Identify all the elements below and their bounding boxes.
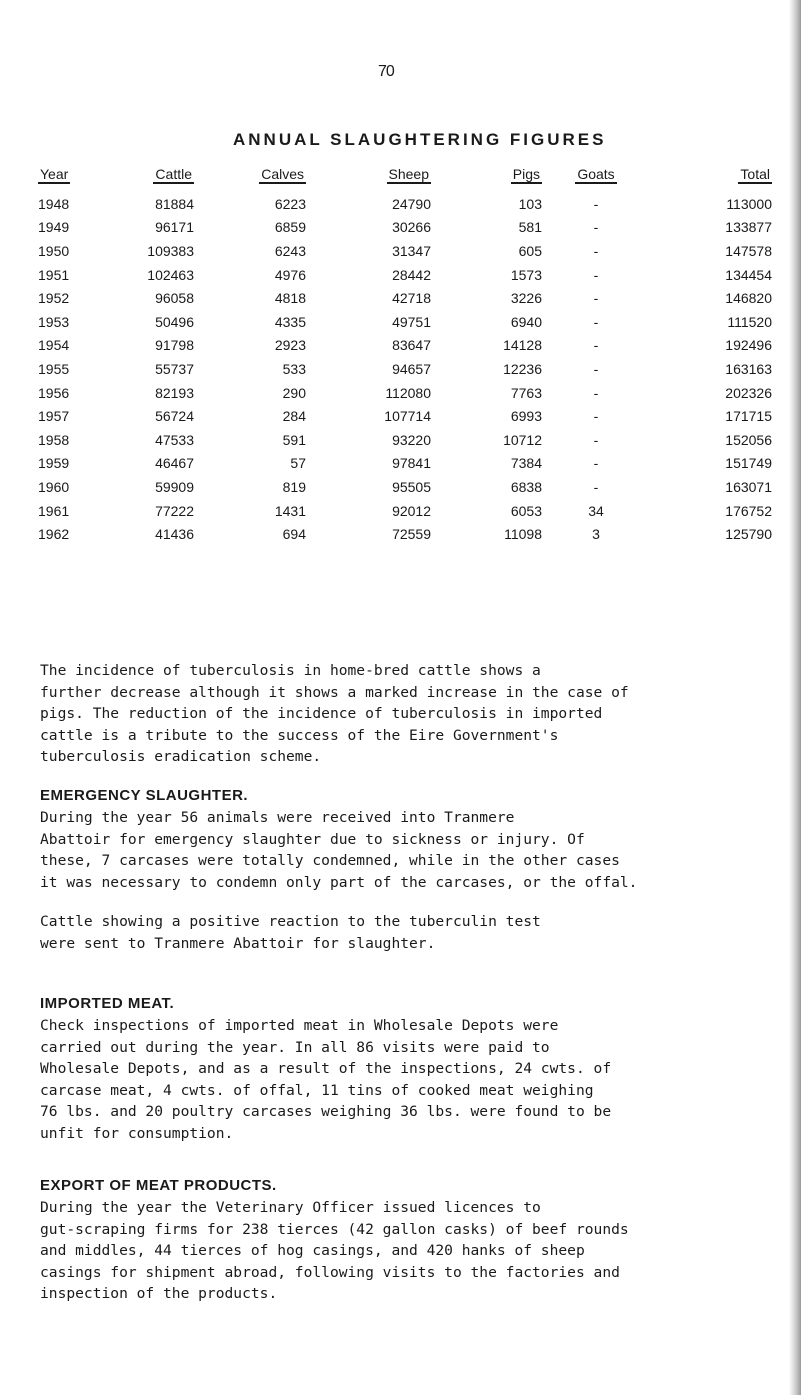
cell-year: 1954 [38,337,70,354]
cell-goats: - [593,431,599,448]
table-title: ANNUAL SLAUGHTERING FIGURES [233,130,607,149]
cell-calves: 4818 [274,290,306,307]
cell-calves: 1431 [274,502,306,519]
cell-total: 134454 [725,266,772,283]
cell-year: 1950 [38,242,70,259]
cell-year: 1953 [38,313,70,330]
cell-sheep: 83647 [392,337,431,354]
cell-year: 1948 [38,195,70,212]
cell-goats: - [593,195,599,212]
cell-pigs: 7763 [510,384,542,401]
text-line: cattle is a tribute to the success of the Eire Government's [40,726,559,744]
cell-pigs: 6940 [510,313,542,330]
cell-total: 163071 [725,478,772,495]
cell-goats: - [593,455,599,472]
cell-total: 171715 [725,408,772,425]
cell-total: 113000 [726,195,772,212]
cell-goats: - [593,408,599,425]
table-row [38,334,772,358]
cell-cattle: 82193 [155,384,194,401]
header-year: Year [40,166,69,182]
paragraph-imported [40,1015,792,1144]
cell-sheep: 28442 [392,266,431,283]
cell-year: 1959 [38,455,70,472]
table-row [38,310,772,334]
cell-pigs: 1573 [510,266,542,283]
text-line: unfit for consumption. [40,1124,234,1142]
cell-sheep: 112080 [385,384,431,401]
header-sheep: Sheep [388,166,429,182]
cell-cattle: 96171 [155,219,194,236]
text-line: tuberculosis eradication scheme. [40,748,322,765]
header-pigs: Pigs [512,166,540,182]
cell-total: 111520 [727,313,772,330]
table-row [38,286,772,310]
cell-total: 202326 [725,384,772,401]
cell-goats: 3 [592,526,600,543]
cell-pigs: 7384 [510,455,542,472]
cell-sheep: 72559 [392,526,431,543]
cell-calves: 4976 [274,266,306,283]
cell-total: 163163 [725,360,772,377]
table-row [38,499,772,523]
cell-pigs: 103 [518,195,542,212]
cell-calves: 284 [282,408,306,425]
cell-goats: - [593,384,599,401]
text-line: these, 7 carcases were totally condemned, while in the other cases [40,852,620,869]
cell-goats: 34 [588,502,604,519]
cell-sheep: 107714 [384,408,431,425]
table-row [38,452,772,476]
cell-cattle: 77222 [155,502,194,519]
cell-year: 1952 [38,290,70,307]
text-line: further decrease although it shows a marked increase in the case of [40,683,629,701]
text-line: Abattoir for emergency slaughter due to sickness or injury. Of [40,830,585,848]
cell-total: 147578 [725,242,772,259]
cell-goats: - [593,360,599,377]
page-number: 70 [378,63,394,80]
cell-goats: - [593,219,599,236]
table-header-row [38,166,772,192]
cell-goats: - [593,313,599,330]
table-row [38,192,772,216]
cell-calves: 57 [290,455,306,472]
paragraph-export [40,1197,792,1305]
cell-pigs: 10712 [503,431,542,448]
table-row [38,263,772,287]
header-total: Total [740,166,770,182]
cell-pigs: 3226 [510,290,542,307]
cell-year: 1956 [38,384,70,401]
cell-cattle: 55737 [155,360,194,377]
cell-total: 146820 [725,290,772,307]
cell-sheep: 24790 [392,195,431,212]
header-calves: Calves [261,166,304,182]
cell-sheep: 49751 [392,313,431,330]
cell-calves: 6223 [274,195,306,212]
table-row [38,404,772,428]
paragraph-emergency [40,807,792,893]
table-row [38,381,772,405]
cell-year: 1957 [38,408,70,425]
cell-pigs: 6053 [510,502,542,519]
header-cattle: Cattle [155,166,192,182]
cell-year: 1962 [38,526,70,543]
text-line: gut-scraping firms for 238 tierces (42 gallon casks) of beef rounds [40,1220,629,1238]
cell-pigs: 12236 [503,360,542,377]
cell-cattle: 50496 [155,313,194,330]
cell-cattle: 56724 [155,408,194,425]
cell-cattle: 96058 [155,290,194,307]
cell-total: 176752 [725,502,772,519]
cell-sheep: 97841 [392,455,431,472]
table-row [38,239,772,263]
cell-calves: 6859 [274,219,306,236]
cell-year: 1951 [38,266,70,283]
text-line: inspection of the products. [40,1285,278,1302]
cell-cattle: 46467 [155,455,194,472]
cell-calves: 6243 [274,242,306,259]
cell-year: 1955 [38,360,70,377]
heading-export: EXPORT OF MEAT PRODUCTS. [40,1177,277,1194]
cell-goats: - [593,290,599,307]
text-line: 76 lbs. and 20 poultry carcases weighing 36 lbs. were found to be [40,1103,612,1120]
table-body [38,192,772,546]
text-line: pigs. The reduction of the incidence of tuberculosis in imported [40,705,603,722]
cell-calves: 591 [282,431,306,448]
cell-total: 152056 [725,431,772,448]
cell-sheep: 95505 [392,478,431,495]
header-goats: Goats [577,166,615,182]
text-line: Wholesale Depots, and as a result of the inspections, 24 cwts. of [40,1060,612,1077]
cell-sheep: 31347 [392,242,431,259]
cell-total: 133877 [725,219,772,236]
cell-goats: - [593,266,599,283]
text-line: Cattle showing a positive reaction to the tuberculin test [40,913,541,930]
cell-cattle: 91798 [155,337,194,354]
cell-pigs: 6838 [510,478,542,495]
text-line: carried out during the year. In all 86 visits were paid to [40,1038,550,1056]
cell-sheep: 92012 [392,502,431,519]
text-line: it was necessary to condemn only part of the carcases, or the offal. [40,873,638,891]
cell-calves: 4335 [274,313,306,330]
cell-year: 1949 [38,219,70,236]
cell-calves: 533 [282,360,306,377]
paragraph-tuberculosis [40,660,792,768]
table-row [38,522,772,546]
text-line: carcase meat, 4 cwts. of offal, 11 tins of cooked meat weighing [40,1081,594,1099]
cell-cattle: 102463 [147,266,194,283]
cell-total: 125790 [725,526,772,543]
cell-pigs: 6993 [510,408,542,425]
text-line: During the year 56 animals were received into Tranmere [40,809,515,826]
cell-year: 1958 [38,431,70,448]
cell-sheep: 93220 [392,431,431,448]
cell-total: 192496 [725,337,772,354]
cell-pigs: 11098 [504,526,542,543]
cell-calves: 2923 [274,337,306,354]
cell-cattle: 59909 [155,478,194,495]
cell-year: 1961 [38,502,70,519]
heading-imported-meat: IMPORTED MEAT. [40,995,175,1012]
cell-cattle: 41436 [155,526,194,543]
table-row [38,216,772,240]
cell-calves: 290 [282,384,306,401]
text-line: The incidence of tuberculosis in home-bred cattle shows a [40,662,541,679]
cell-sheep: 42718 [392,290,431,307]
cell-sheep: 30266 [392,219,431,236]
cell-pigs: 605 [518,242,542,259]
cell-goats: - [593,337,599,354]
cell-pigs: 581 [518,219,542,236]
table-row [38,475,772,499]
heading-emergency-slaughter: EMERGENCY SLAUGHTER. [40,787,249,804]
cell-cattle: 109383 [147,242,194,259]
cell-calves: 819 [282,478,306,495]
table-row [38,357,772,381]
cell-calves: 694 [282,526,306,543]
slaughter-table [38,166,772,546]
text-line: Check inspections of imported meat in Wholesale Depots were [40,1017,559,1034]
paragraph-tuberculin [40,911,792,954]
text-line: During the year the Veterinary Officer issued licences to [40,1199,541,1216]
text-line: casings for shipment abroad, following visits to the factories and [40,1263,620,1281]
cell-year: 1960 [38,478,70,495]
text-line: and middles, 44 tierces of hog casings, and 420 hanks of sheep [40,1242,585,1259]
cell-total: 151749 [725,455,772,472]
cell-cattle: 81884 [155,195,194,212]
cell-sheep: 94657 [392,360,431,377]
cell-cattle: 47533 [155,431,194,448]
cell-goats: - [593,478,599,495]
text-line: were sent to Tranmere Abattoir for slaughter. [40,934,436,952]
cell-goats: - [593,242,599,259]
table-row [38,428,772,452]
cell-pigs: 14128 [503,337,542,354]
